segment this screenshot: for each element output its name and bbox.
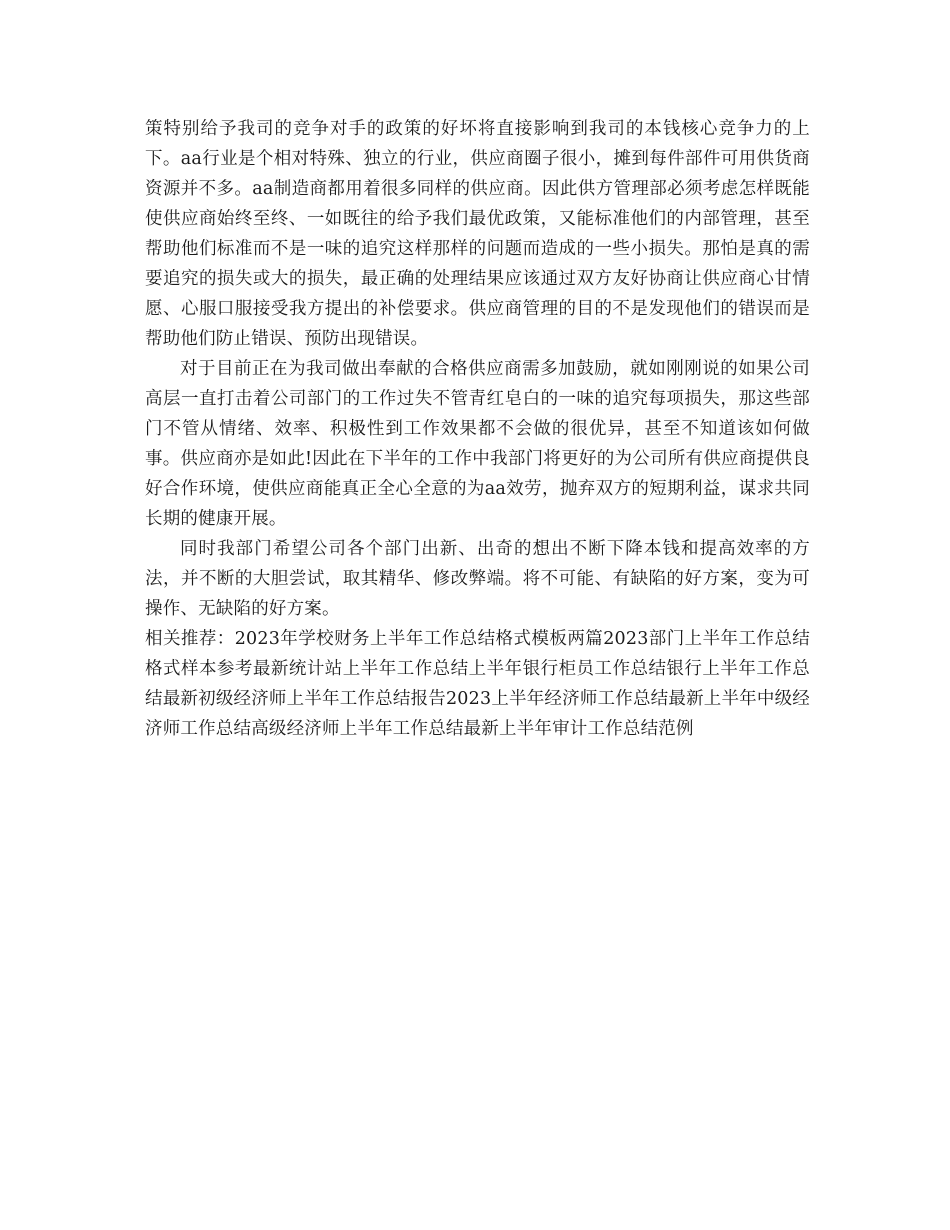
document-body: [145, 114, 810, 744]
paragraph-supplier-policy: 策特别给予我司的竞争对手的政策的好坏将直接影响到我司的本钱核心竞争力的上下。aa行业是个相对特殊、独立的行业，供应商圈子很小，摊到每件部件可用供货商资源并不多。aa制造商都用着很多同样的供应商。因此供方管理部必须考虑怎样既能使供应商始终至终、一如既往的给予我们最优政策，又能标准他们的内部管理，甚至帮助他们标准而不是一味的追究这样那样的问题而造成的一些小损失。那怕是真的需要追究的损失或大的损失，最正确的处理结果应该通过双方友好协商让供应商心甘情愿、心服口服接受我方提出的补偿要求。供应商管理的目的不是发现他们的错误而是帮助他们防止错误、预防出现错误。: [145, 119, 810, 349]
paragraph-department-hope: 同时我部门希望公司各个部门出新、出奇的想出不断下降本钱和提高效率的方法，并不断的大胆尝试，取其精华、修改弊端。将不可能、有缺陷的好方案，变为可操作、无缺陷的好方案。: [145, 539, 810, 619]
related-recommendations: 相关推荐：2023年学校财务上半年工作总结格式模板两篇2023部门上半年工作总结格式样本参考最新统计站上半年工作总结上半年银行柜员工作总结银行上半年工作总结最新初级经济师上半年工作总结报告2023上半年经济师工作总结最新上半年中级经济师工作总结高级经济师上半年工作总结最新上半年审计工作总结范例: [145, 629, 810, 739]
paragraph-encourage-suppliers: 对于目前正在为我司做出奉献的合格供应商需多加鼓励，就如刚刚说的如果公司高层一直打击着公司部门的工作过失不管青红皂白的一味的追究每项损失，那这些部门不管从情绪、效率、积极性到工作效果都不会做的很优异，甚至不知道该如何做事。供应商亦是如此!因此在下半年的工作中我部门将更好的为公司所有供应商提供良好合作环境，使供应商能真正全心全意的为aa效劳，抛弃双方的短期利益，谋求共同长期的健康开展。: [145, 359, 810, 529]
